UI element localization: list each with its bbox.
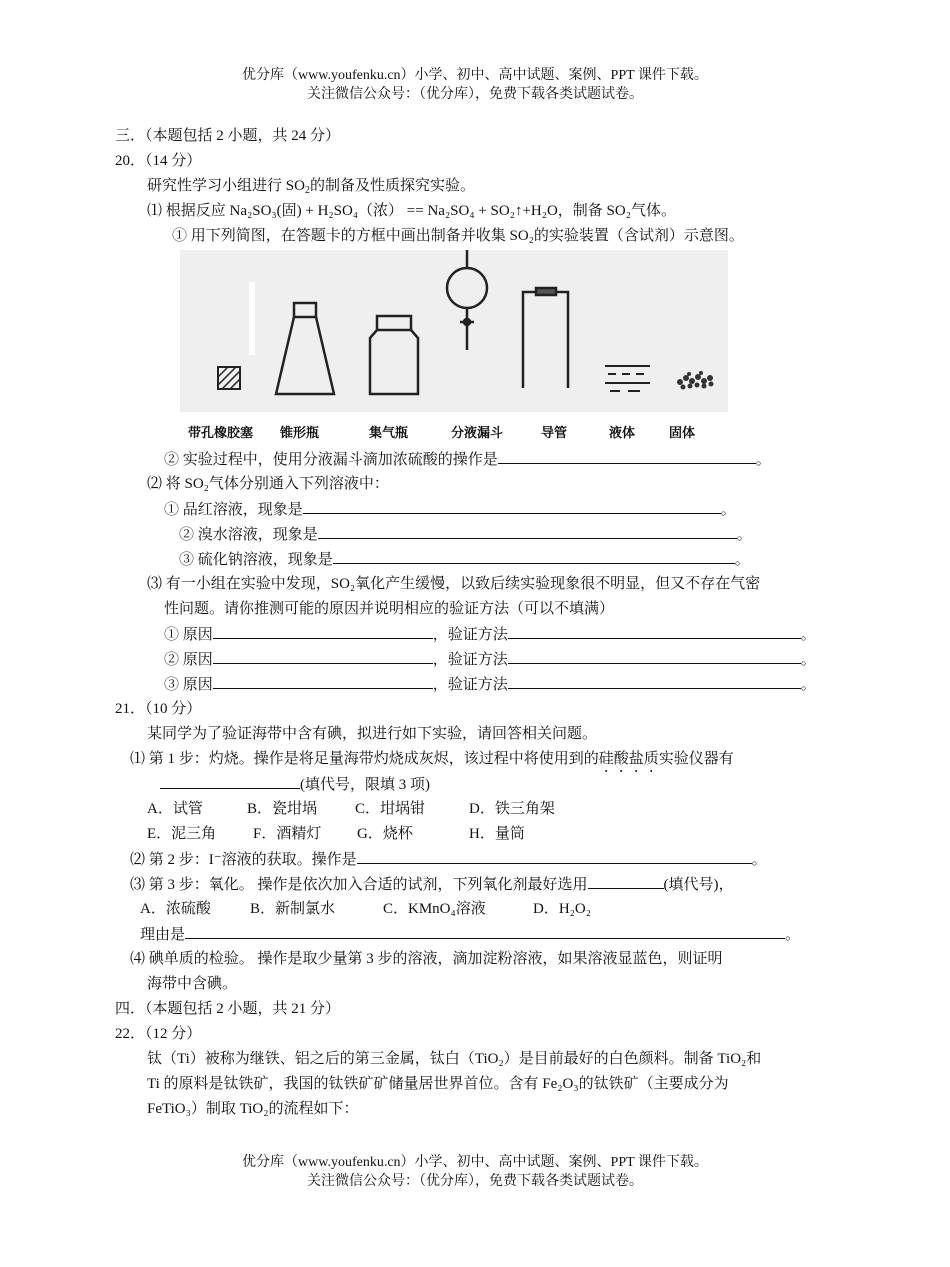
q21-options-row-3: A．浓硫酸 B．新制氯水 C．KMnO₄溶液 D．H₂O₂ xyxy=(140,901,591,917)
footer-line-2: 关注微信公众号：（优分库），免费下载各类试题试卷。 xyxy=(307,1174,643,1189)
label-rubber-stopper: 带孔橡胶塞 xyxy=(188,426,254,441)
footer-line-1: 优分库（www.youfenku.cn）小学、初中、高中试题、案例、PPT 课件下载。 xyxy=(242,1155,708,1170)
q20-part2-item2: ② 溴水溶液，现象是 。 xyxy=(179,524,752,545)
q22-line3: FeTiO₃）制取 TiO₂的流程如下： xyxy=(147,1101,359,1117)
section-3-title: 三．（本题包括 2 小题，共 24 分） xyxy=(115,128,341,144)
q20-reason-row-3: ③ 原因 ，验证方法 。 xyxy=(164,674,816,695)
q21-step1-line2: (填代号，限填 3 项) xyxy=(160,774,430,795)
q21-number: 21．（10 分） xyxy=(115,701,202,717)
apparatus-figure xyxy=(180,250,728,412)
answer-blank[interactable] xyxy=(213,649,433,664)
q20-part1-item2: ② 实验过程中，使用分液漏斗滴加浓硫酸的操作是 。 xyxy=(164,449,771,470)
q20-part3-line1: ⑶ 有一小组在实验中发现，SO₂氧化产生缓慢，以致后续实验现象很不明显，但又不存在气密 xyxy=(147,576,761,592)
label-conical-flask: 锥形瓶 xyxy=(280,426,320,441)
answer-blank[interactable] xyxy=(185,924,785,939)
q22-line2: Ti 的原料是钛铁矿，我国的钛铁矿矿储量居世界首位。含有 Fe₂O₃的钛铁矿（主要成分为 xyxy=(147,1076,729,1092)
q21-step2: ⑵ 第 2 步：I⁻溶液的获取。操作是 。 xyxy=(130,849,767,870)
q20-part2-item1: ① 品红溶液，现象是 。 xyxy=(164,499,736,520)
answer-blank[interactable] xyxy=(303,499,721,514)
answer-blank[interactable] xyxy=(357,849,752,864)
q20-part2: ⑵ 将 SO₂气体分别通入下列溶液中： xyxy=(147,476,389,492)
answer-blank[interactable] xyxy=(213,674,433,689)
q20-reason-row-2: ② 原因 ，验证方法 。 xyxy=(164,649,816,670)
answer-blank[interactable] xyxy=(160,774,300,789)
q20-part2-item3: ③ 硫化钠溶液，现象是 。 xyxy=(179,549,750,570)
q21-step1-line1: ⑴ 第 1 步：灼烧。操作是将足量海带灼烧成灰烬，该过程中将使用到的硅酸盐质实验仪器有 xyxy=(130,751,734,767)
answer-blank[interactable] xyxy=(498,449,756,464)
q21-options-row-1: A．试管 B．瓷坩埚 C．坩埚钳 D．铁三角架 xyxy=(147,801,555,817)
label-gas-bottle: 集气瓶 xyxy=(369,426,409,441)
q21-intro: 某同学为了验证海带中含有碘，拟进行如下实验，请回答相关问题。 xyxy=(147,726,598,742)
q20-part3-line2: 性问题。请你推测可能的原因并说明相应的验证方法（可以不填满） xyxy=(164,601,615,617)
q21-step3: ⑶ 第 3 步：氧化。 操作是依次加入合适的试剂，下列氧化剂最好选用 (填代号)， xyxy=(130,874,734,895)
answer-blank[interactable] xyxy=(508,624,801,639)
answer-blank[interactable] xyxy=(588,874,664,889)
header-line-1: 优分库（www.youfenku.cn）小学、初中、高中试题、案例、PPT 课件下载。 xyxy=(242,68,708,83)
q22-number: 22．（12 分） xyxy=(115,1026,202,1042)
section-4-title: 四．（本题包括 2 小题，共 21 分） xyxy=(115,1001,341,1017)
answer-blank[interactable] xyxy=(508,674,801,689)
header-line-2: 关注微信公众号：（优分库），免费下载各类试题试卷。 xyxy=(307,87,643,102)
q21-step4-line2: 海带中含碘。 xyxy=(147,976,238,992)
q20-part1: ⑴ 根据反应 Na₂SO₃(固) + H₂SO₄（浓） == Na₂SO₄ + SO₂↑+H₂O，制备 SO₂气体。 xyxy=(147,203,676,219)
answer-blank[interactable] xyxy=(508,649,801,664)
label-delivery-tube: 导管 xyxy=(541,426,568,441)
label-separatory-funnel: 分液漏斗 xyxy=(451,426,504,441)
emphasis-text: 硅酸盐质 xyxy=(598,751,659,767)
q22-line1: 钛（Ti）被称为继铁、铝之后的第三金属，钛白（TiO₂）是目前最好的白色颜料。制备 TiO₂和 xyxy=(147,1051,762,1067)
q21-step4-line1: ⑷ 碘单质的检验。 操作是取少量第 3 步的溶液，滴加淀粉溶液，如果溶液显蓝色，则证明 xyxy=(130,951,723,967)
q20-part1-item1: ① 用下列简图，在答题卡的方框中画出制备并收集 SO₂的实验装置（含试剂）示意图。 xyxy=(172,228,744,244)
q20-number: 20．（14 分） xyxy=(115,153,202,169)
label-solid: 固体 xyxy=(669,426,696,441)
answer-blank[interactable] xyxy=(333,549,735,564)
apparatus-drawing xyxy=(180,250,728,412)
label-liquid: 液体 xyxy=(609,426,636,441)
q20-intro: 研究性学习小组进行 $SO_2$的制备及性质探究实验。 xyxy=(147,178,475,196)
page-footer xyxy=(0,1153,950,1191)
q20-reason-row-1: ① 原因 ，验证方法 。 xyxy=(164,624,816,645)
answer-blank[interactable] xyxy=(213,624,433,639)
q21-reason: 理由是 。 xyxy=(140,924,800,945)
page-header xyxy=(0,66,950,104)
q21-options-row-2: E．泥三角 F．酒精灯 G．烧杯 H．量筒 xyxy=(147,826,525,842)
answer-blank[interactable] xyxy=(318,524,737,539)
